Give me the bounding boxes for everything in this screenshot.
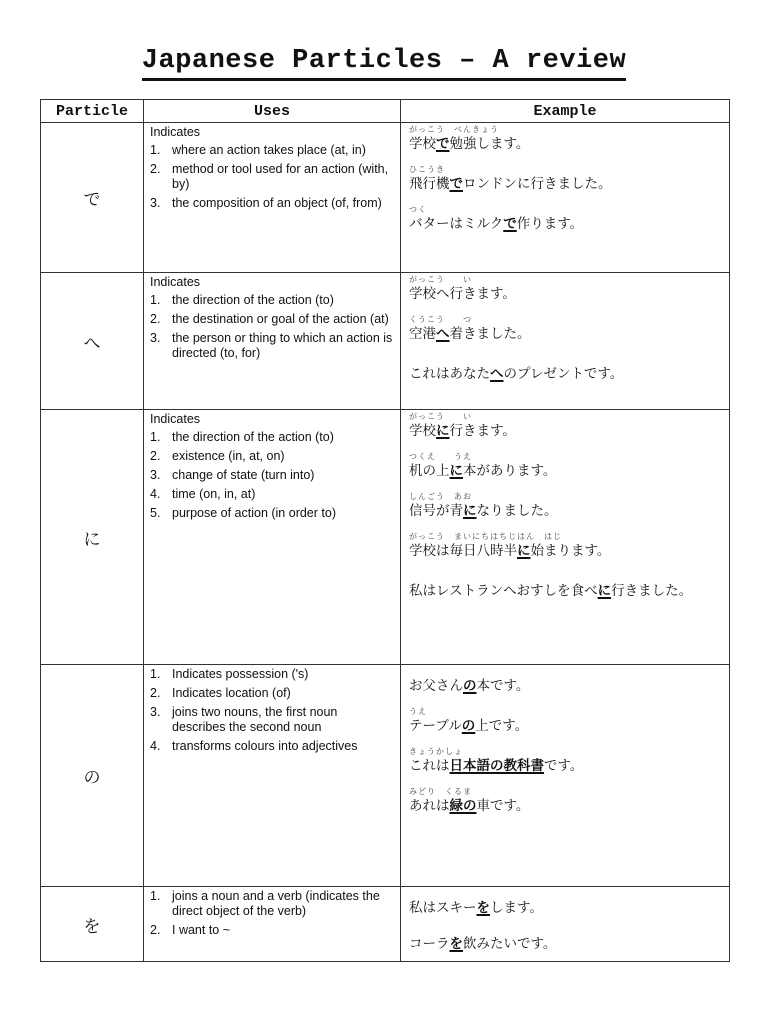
highlighted-particle: で	[436, 136, 450, 152]
example-sentence	[409, 205, 723, 233]
list-text: I want to ~	[172, 923, 231, 937]
sentence-text: 作ります。	[516, 216, 584, 232]
highlighted-particle: に	[463, 503, 477, 519]
list-number: 2.	[150, 686, 161, 700]
list-text: time (on, in, at)	[172, 487, 256, 501]
example-sentence	[409, 787, 723, 815]
sentence-text: 着きました。	[449, 326, 531, 342]
sentence-text: コーラ	[409, 936, 450, 952]
uses-cell	[144, 665, 401, 887]
furigana: うえ	[409, 707, 427, 716]
list-number: 1.	[150, 430, 161, 444]
list-number: 1.	[150, 889, 161, 903]
list-number: 3.	[150, 196, 161, 210]
highlighted-particle: の	[461, 718, 476, 734]
example-cell	[401, 273, 730, 410]
furigana: がっこう べんきょう	[409, 125, 499, 134]
example-sentence	[409, 889, 723, 917]
highlighted-particle: の	[463, 678, 477, 694]
list-text: change of state (turn into)	[172, 468, 315, 482]
particle-cell: へ	[41, 273, 144, 410]
sentence-text: ロンドンに行きました。	[463, 176, 612, 192]
sentence-text: のプレゼントです。	[503, 366, 624, 382]
list-item	[150, 196, 394, 211]
example-sentence	[409, 667, 723, 695]
list-item	[150, 686, 394, 701]
sentence-text: 信号が青	[409, 503, 463, 519]
table-row	[41, 887, 730, 962]
sentence-text: これは	[409, 758, 450, 774]
example-sentence	[409, 355, 723, 383]
furigana: がっこう まいにちはちじはん はじ	[409, 532, 562, 541]
highlighted-particle: に	[436, 423, 450, 439]
sentence-text: 飛行機	[409, 176, 450, 192]
example-sentence	[409, 165, 723, 193]
list-number: 3.	[150, 331, 161, 345]
list-text: transforms colours into adjectives	[172, 739, 358, 753]
furigana: ひこうき	[409, 165, 445, 174]
list-item	[150, 923, 394, 938]
example-sentence	[409, 275, 723, 303]
sentence-text: 行きました。	[611, 583, 693, 599]
example-sentence	[409, 925, 723, 953]
furigana: がっこう い	[409, 275, 472, 284]
particle-cell: に	[41, 410, 144, 665]
list-number: 2.	[150, 449, 161, 463]
highlighted-particle: へ	[490, 366, 504, 382]
list-number: 2.	[150, 162, 161, 176]
sentence-text: 私はスキー	[409, 900, 477, 916]
sentence-text: これはあなた	[409, 366, 490, 382]
uses-intro: Indicates	[150, 412, 201, 426]
sentence-text: あれは	[409, 798, 450, 814]
uses-cell	[144, 273, 401, 410]
table-row	[41, 273, 730, 410]
header-uses: Uses	[144, 100, 401, 123]
header-particle: Particle	[41, 100, 144, 123]
list-text: the direction of the action (to)	[172, 293, 334, 307]
example-sentence	[409, 707, 723, 735]
sentence-text: 学校	[409, 423, 436, 439]
particles-table	[40, 99, 730, 962]
list-item	[150, 667, 394, 682]
particle-cell: を	[41, 887, 144, 962]
list-item	[150, 889, 394, 919]
sentence-text: 本です。	[476, 678, 530, 694]
list-item	[150, 293, 394, 308]
list-number: 1.	[150, 293, 161, 307]
example-sentence	[409, 315, 723, 343]
furigana: しんごう あお	[409, 492, 472, 501]
sentence-text: 上です。	[475, 718, 529, 734]
example-cell	[401, 665, 730, 887]
highlighted-particle: に	[449, 463, 463, 479]
list-item	[150, 468, 394, 483]
example-sentence	[409, 492, 723, 520]
list-item	[150, 449, 394, 464]
table-row	[41, 410, 730, 665]
furigana	[409, 355, 723, 365]
list-text: the direction of the action (to)	[172, 430, 334, 444]
list-text: joins two nouns, the first noun describes the second noun	[172, 705, 338, 734]
list-item	[150, 487, 394, 502]
list-text: joins a noun and a verb (indicates the direct object of the verb)	[172, 889, 380, 918]
list-number: 2.	[150, 923, 161, 937]
list-item	[150, 331, 394, 361]
highlighted-particle: で	[503, 216, 517, 232]
list-number: 3.	[150, 468, 161, 482]
sentence-text: 行きます。	[449, 423, 516, 439]
list-number: 1.	[150, 143, 161, 157]
furigana: くうこう つ	[409, 315, 472, 324]
furigana: きょうかしょ	[409, 747, 463, 756]
sentence-text: 学校	[409, 136, 436, 152]
list-text: purpose of action (in order to)	[172, 506, 336, 520]
list-item	[150, 705, 394, 735]
highlighted-particle: に	[597, 583, 612, 599]
example-sentence	[409, 412, 723, 440]
highlighted-particle: を	[449, 936, 463, 952]
particle-cell: の	[41, 665, 144, 887]
header-row	[41, 100, 730, 123]
list-text: where an action takes place (at, in)	[172, 143, 366, 157]
list-number: 4.	[150, 739, 161, 753]
sentence-text: 始まります。	[530, 543, 611, 559]
sentence-text: 机の上	[409, 463, 450, 479]
example-sentence	[409, 125, 723, 153]
highlighted-particle: を	[476, 900, 490, 916]
list-text: the composition of an object (of, from)	[172, 196, 382, 210]
sentence-text: 空港	[409, 326, 436, 342]
sentence-text: 学校へ行きます。	[409, 286, 516, 302]
furigana: つくえ うえ	[409, 452, 472, 461]
list-item	[150, 739, 394, 754]
sentence-text: テーブル	[409, 718, 462, 734]
example-sentence	[409, 532, 723, 560]
highlighted-particle: へ	[436, 326, 450, 342]
list-number: 1.	[150, 667, 161, 681]
sentence-text: 飲みたいです。	[463, 936, 557, 952]
sentence-text: です。	[544, 758, 584, 774]
sentence-text: バターはミルク	[409, 216, 504, 232]
list-number: 3.	[150, 705, 161, 719]
uses-intro: Indicates	[150, 275, 201, 289]
list-text: Indicates location (of)	[172, 686, 291, 700]
furigana	[409, 925, 723, 935]
highlighted-particle: 緑の	[449, 798, 477, 814]
uses-cell	[144, 123, 401, 273]
list-text: existence (in, at, on)	[172, 449, 285, 463]
list-text: method or tool used for an action (with, by)	[172, 162, 389, 191]
particle-cell: で	[41, 123, 144, 273]
sentence-text: 学校は毎日八時半	[409, 543, 517, 559]
example-cell	[401, 410, 730, 665]
list-number: 4.	[150, 487, 161, 501]
sentence-text: 本があります。	[463, 463, 557, 479]
furigana: みどり くるま	[409, 787, 472, 796]
furigana	[409, 889, 723, 899]
list-item	[150, 143, 394, 158]
list-text: Indicates possession ('s)	[172, 667, 309, 681]
page-title: Japanese Particles – A review	[0, 46, 768, 76]
list-number: 2.	[150, 312, 161, 326]
list-text: the person or thing to which an action is directed (to, for)	[172, 331, 393, 360]
list-item	[150, 506, 394, 521]
sentence-text: 勉強します。	[449, 136, 530, 152]
example-cell	[401, 123, 730, 273]
list-text: the destination or goal of the action (at)	[172, 312, 389, 326]
example-sentence	[409, 572, 723, 600]
sentence-text: 私はレストランへおすしを食べ	[409, 583, 598, 599]
sentence-text: なりました。	[476, 503, 558, 519]
furigana	[409, 667, 723, 677]
example-sentence	[409, 452, 723, 480]
sentence-text: お父さん	[409, 678, 463, 694]
furigana: がっこう い	[409, 412, 472, 421]
uses-cell	[144, 887, 401, 962]
list-number: 5.	[150, 506, 161, 520]
example-sentence	[409, 747, 723, 775]
table-row	[41, 123, 730, 273]
list-item	[150, 312, 394, 327]
uses-intro: Indicates	[150, 125, 201, 139]
highlighted-particle: 日本語の教科書	[449, 758, 544, 774]
example-cell	[401, 887, 730, 962]
sentence-text: します。	[490, 900, 543, 916]
sentence-text: 車です。	[476, 798, 530, 814]
furigana: つく	[409, 205, 427, 214]
highlighted-particle: に	[517, 543, 531, 559]
list-item	[150, 430, 394, 445]
uses-cell	[144, 410, 401, 665]
list-item	[150, 162, 394, 192]
header-example: Example	[401, 100, 730, 123]
table-row	[41, 665, 730, 887]
furigana	[409, 572, 723, 582]
highlighted-particle: で	[449, 176, 463, 192]
